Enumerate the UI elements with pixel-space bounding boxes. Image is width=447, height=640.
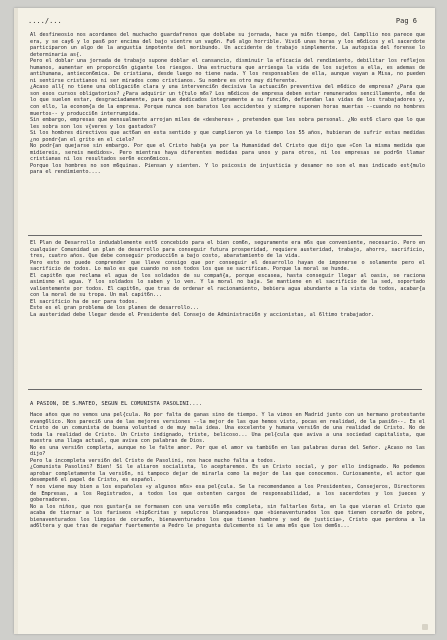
paragraph: Sin embargo, empresas que mensualmente arrojan miles de «desheres» , pretenden que les sobra personal. ¿No est6 claro que lo que les sobra son los v{veres y los gastados? — [30, 117, 425, 130]
scan-corner-mark — [422, 624, 428, 630]
paragraph: Al desfineosio nos acordamos del muchacho guardafrenos que doblabe su jornada, hace ya mi6n tiempo, del Campllio nos parece que era, y se cay6 y lo pas6 por encima del bajo vientre un vag6n. Fu6 algo horrible. Vivi6 unas horas y los m6dicos y el sacerdote participaron un algo de la angustia impotente del moribundo. Un accidente de trabajo simplemente. La autopsia del forense lo determinaria as{. — [30, 32, 425, 58]
section-development-plan — [30, 240, 425, 319]
page-continuation-mark: ..../... — [28, 17, 62, 25]
paragraph: Si los hombres directivos que act6an en esta sentido y que cumplieron ya lo tiempo los 55 años, hubieran de sufrir estas medidas ¿no pondr{an el grito en el cielo? — [30, 130, 425, 143]
paragraph: El capit6n que reclama el agua de los soldados de su compañ{a, porque escasea, hasta conseguir llegar al oasis, se raciona asimismo el agua. Y los soldados lo saben y lo ven. Y la moral no baja. Se mantiene en el sacrificio de la sed, soportado valientemente por todos. El capit6n, que tras de ordenar el racionamiento, bebiera agua abundante a la vista de todos, acabar{a con la moral de su tropa. Un mal capit6n... — [30, 272, 425, 299]
paragraph: No a los niños, que nos gustar{a se formasen con una versi6n m6s completa, sin faltarles 6sta, en la que vieran el Cristo que acaba de tiernar a los fariseos «hip6critas y sepulcros blanqueados» que «bienaventurados los que tienen coraz6n de pobre, bienaventurados los limpios de coraz6n, bienaventurados los que tienen hambre y sed de justicia», Cristo que perdona a la ad6ltera y que tras de regañar fuertemente a Pedro le pregunta dulcemente si le ama m6s que los dem6s... — [30, 503, 425, 530]
section-accident — [30, 32, 425, 176]
paragraph: Hace años que no vemos una pel{cula. No por falta de ganas sino de tiempo. Y la vimos en Madrid junto con un hermano protestante evang6lico. Nos pareci6 una de las mejores versiones --la mejor de las que hemos visto, pocas en realidad, de la pasi6n--. Es el Cristo de un comunista de buena voluntad o de muy mala idea. Una excelente y humana versi6n de una realidad de Cristo. No de toda la realidad de Cristo. Un Cristo indignado, triste, belicoso... Una pel{cula que aviva a una sociedad capitalista, que muestra una llaga actual, que aviva con palabras de Dios. — [30, 412, 425, 445]
paragraph: ¿Comunista Pasolini? Bien! Si le aliaron socialista, lo aceptaremos. Es un Cristo social, y por ello indignado. No podemos aprobar completamente la versi6n, ni tampoco dejar de mirarla como la mejor de las que conocemos. Curiosamente, el actor que desempeñ6 el papel de Cristo, es español. — [30, 464, 425, 484]
paragraph: El Plan de Desarrollo indudablemente est6 concebido para el bien com6n, seguramente era m6s que conveniente, necesario. Pero en cualquier Comunidad un plan de desarrollo para conseguir futura prosperidad, requiere austeridad, trabajo, ahorro, sacrificio, tres, cuatro años. Que debe conseguir producci6n a bajo costo, abaratamiento de la vida. — [30, 240, 425, 260]
paragraph: Pero la incompleta versi6n del Cristo de Pasolini, nos hace mucho falta a todos. — [30, 457, 276, 464]
paragraph: Pero esto no puede comprender que lleve consigo que por conseguir el desarrollo hayan de imponerse o solamente pero el sacrificio de todos. Lo malo es que cuando no son todos los que se sacrifican. Porque la moral se hunde. — [30, 259, 425, 273]
page-edge — [14, 8, 18, 634]
section-pasolini — [30, 401, 425, 530]
paragraph: La austeridad debe llegar desde el Presidente del Consejo de Administraci6n y accionistas, al 6ltimo trabajador. — [30, 312, 375, 319]
paragraph: Este es el gran problema de los planes de desarrollo... — [30, 305, 200, 312]
paragraph: Pero el doblar una jornada de trabajo supone doblar el cansancio, disminuir la eficacia del rendimiento, debilitar los reflejos humanos, aumentar en proporci6n gigante los riesgos. Una estructura que arriesga la vida de los sujetos a ella, es ademas de antihumana, antiecon6mica. De cristiana, desde luego no tiene nada. Y los responsables de ella, aunque vayan a Misa, no pueden ni sentirse cristianos ni ser mirados como cristianos. Su nombre es otro muy diferente. — [30, 58, 425, 84]
page-header — [28, 17, 417, 29]
paragraph: ¿Acaso all{ no tiene una obligaci6n clara y una intervenci6n decisiva la actuaci6n preventiva del m6dico de empresa? ¿Para que son esos cursos obligatorios? ¿Para adquirir un t{tulo m6s? Los m6dicos de empresa deben estar remunerados sencillamente, m6s de lo que suelen estar, desgraciadamente, para que dedicados integramente a su funci6n, defiendan las vidas de los trabajadores y, con ello, la econom{a de la empresa. Porque nunca son baratos los accidentes y siempre suponen horas muertas --cuando no hombres muertos-- y producci6n interrumpida. — [30, 84, 425, 117]
paragraph: No es una versi6n completa, aunque no le falte amor. Por que el amor va tambi6n en las palabras duras del Señor. ¿Acaso no las dijo? — [30, 444, 425, 458]
paragraph: Y nos viene muy bien a los españoles «y algunos m6s» esa pel{cula. Se la recomendamos a los Presidentes, Consejeros, Directores de Empresas, a los Registrados, a todos los que ostenten cargos de responsabilidad, a los sacerdotes y los jueces y gobernadores. — [30, 484, 425, 504]
paragraph: Porque los hombres no son m6quinas. Piensan y sienten. Y lo psicosis de injusticia y desamor no son el mas indicado est{mulo para el rendimiento.... — [30, 162, 425, 176]
section-title: A PASION, DE S.MATEO, SEGUN EL COMUNISTA PASOLINI.... — [30, 401, 203, 407]
section-divider — [28, 389, 422, 390]
page-number: Pag 6 — [395, 17, 417, 25]
paragraph: No podr{an quejarse sin embargo. Por que el Cristo hab{a ya por la Humanidad del Cristo que dijo que «Con la misma medida que midiereis, sereis medidos». Pero mientras haya diferentes medidas para unos y para otros, ni los empresas se podr6n llamar cristianas ni los resultados ser6n econ6micos. — [30, 143, 425, 163]
document-page — [14, 8, 435, 634]
section-divider — [28, 235, 422, 236]
paragraph: El sacrificio ha de ser para todos. — [30, 298, 138, 305]
